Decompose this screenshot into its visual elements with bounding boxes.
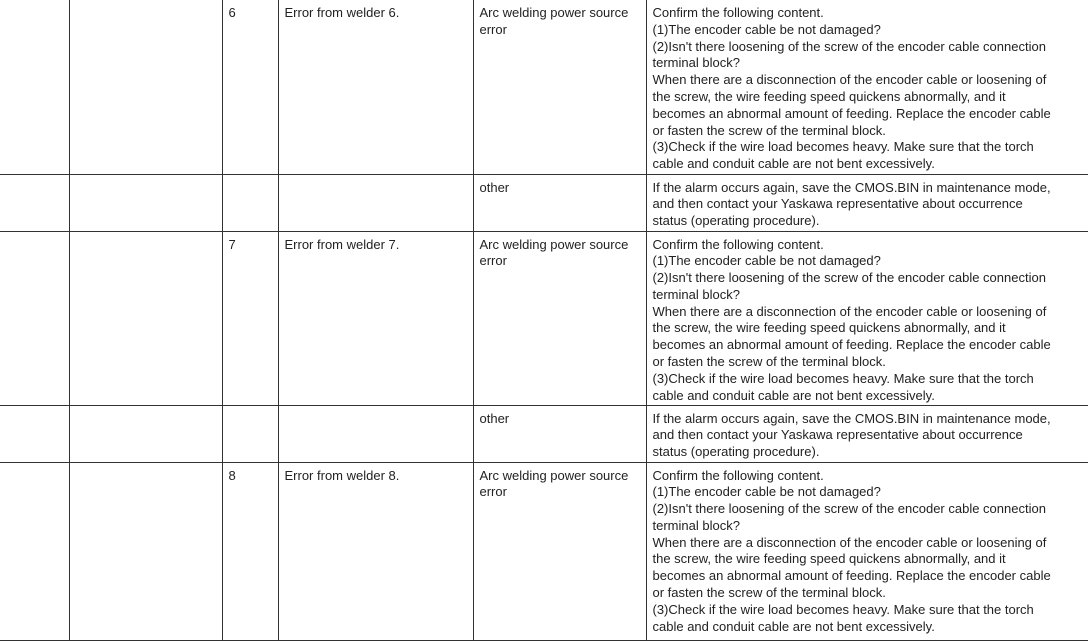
remedy-line: the screw, the wire feeding speed quickens abnormally, and it [652, 88, 1006, 104]
sub-code-cell [222, 231, 278, 405]
table-row [0, 405, 1088, 462]
remedy-line: (1)The encoder cable be not damaged? [652, 253, 881, 269]
alarm-number-cell [0, 405, 69, 462]
meaning-cell [278, 231, 473, 405]
meaning-cell [278, 405, 473, 462]
remedy-line: becomes an abnormal amount of feeding. Replace the encoder cable [652, 105, 1051, 121]
remedy-line: When there are a disconnection of the encoder cable or loosening of [652, 303, 1047, 319]
meaning-cell [278, 0, 473, 174]
cause-cell [473, 0, 646, 174]
remedy-line: status (operating procedure). [652, 444, 820, 460]
sub-code-cell [222, 174, 278, 231]
remedy-cell [646, 462, 1088, 640]
sub-code-text: 7 [228, 236, 236, 252]
table-row [0, 231, 1088, 405]
cause-line: Arc welding power source [479, 467, 629, 483]
meaning-text: Error from welder 8. [284, 467, 400, 483]
sub-code-cell [222, 0, 278, 174]
alarm-name-cell [69, 231, 222, 405]
remedy-line: When there are a disconnection of the encoder cable or loosening of [652, 72, 1047, 88]
remedy-line: (3)Check if the wire load becomes heavy. Make sure that the torch [652, 370, 1034, 386]
remedy-line: cable and conduit cable are not bent excessively. [652, 156, 935, 172]
cause-line: other [479, 410, 510, 426]
sub-code-text: 6 [228, 5, 236, 20]
cause-cell [473, 231, 646, 405]
table-row [0, 462, 1088, 640]
remedy-line: (1)The encoder cable be not damaged? [652, 21, 881, 37]
remedy-line: the screw, the wire feeding speed quickens abnormally, and it [652, 551, 1006, 567]
sub-code-cell [222, 462, 278, 640]
remedy-cell [646, 231, 1088, 405]
remedy-line: cable and conduit cable are not bent excessively. [652, 618, 935, 634]
remedy-line: becomes an abnormal amount of feeding. Replace the encoder cable [652, 568, 1051, 584]
cause-line: other [479, 179, 510, 195]
remedy-line: and then contact your Yaskawa representative about occurrence [652, 196, 1023, 212]
remedy-line: If the alarm occurs again, save the CMOS.BIN in maintenance mode, [652, 410, 1051, 426]
remedy-line: (3)Check if the wire load becomes heavy. Make sure that the torch [652, 139, 1034, 155]
cause-line: error [479, 484, 507, 500]
alarm-name-cell [69, 0, 222, 174]
cause-cell [473, 174, 646, 231]
cause-line: error [479, 21, 507, 37]
remedy-line: or fasten the screw of the terminal block. [652, 354, 886, 370]
sub-code-cell [222, 405, 278, 462]
remedy-cell [646, 0, 1088, 174]
remedy-line: terminal block? [652, 517, 740, 533]
remedy-line: and then contact your Yaskawa representative about occurrence [652, 427, 1023, 443]
cause-line: error [479, 253, 507, 269]
alarm-number-cell [0, 0, 69, 174]
remedy-line: cable and conduit cable are not bent excessively. [652, 387, 935, 403]
remedy-line: Confirm the following content. [652, 5, 824, 20]
remedy-line: Confirm the following content. [652, 236, 824, 252]
alarm-name-cell [69, 174, 222, 231]
remedy-line: When there are a disconnection of the encoder cable or loosening of [652, 534, 1047, 550]
remedy-line: status (operating procedure). [652, 213, 820, 229]
remedy-line: (2)Isn't there loosening of the screw of the encoder cable connection [652, 501, 1046, 517]
meaning-cell [278, 174, 473, 231]
remedy-line: (3)Check if the wire load becomes heavy. Make sure that the torch [652, 601, 1034, 617]
remedy-line: (2)Isn't there loosening of the screw of the encoder cable connection [652, 270, 1046, 286]
cause-line: Arc welding power source [479, 236, 629, 252]
meaning-cell [278, 462, 473, 640]
alarm-name-cell [69, 405, 222, 462]
cause-cell [473, 405, 646, 462]
table-row [0, 174, 1088, 231]
cause-cell [473, 462, 646, 640]
sub-code-text: 8 [228, 467, 236, 483]
remedy-line: (2)Isn't there loosening of the screw of the encoder cable connection [652, 38, 1046, 54]
remedy-line: (1)The encoder cable be not damaged? [652, 484, 881, 500]
remedy-cell [646, 174, 1088, 231]
meaning-text: Error from welder 7. [284, 236, 400, 252]
remedy-line: terminal block? [652, 55, 740, 71]
alarm-number-cell [0, 462, 69, 640]
remedy-line: becomes an abnormal amount of feeding. Replace the encoder cable [652, 337, 1051, 353]
table-row [0, 0, 1088, 174]
alarm-number-cell [0, 174, 69, 231]
remedy-line: Confirm the following content. [652, 467, 824, 483]
remedy-line: or fasten the screw of the terminal block. [652, 122, 886, 138]
alarm-number-cell [0, 231, 69, 405]
remedy-line: terminal block? [652, 286, 740, 302]
remedy-cell [646, 405, 1088, 462]
remedy-line: If the alarm occurs again, save the CMOS.BIN in maintenance mode, [652, 179, 1051, 195]
meaning-text: Error from welder 6. [284, 5, 400, 20]
alarm-name-cell [69, 462, 222, 640]
cause-line: Arc welding power source [479, 5, 629, 20]
remedy-line: the screw, the wire feeding speed quickens abnormally, and it [652, 320, 1006, 336]
remedy-line: or fasten the screw of the terminal block. [652, 585, 886, 601]
